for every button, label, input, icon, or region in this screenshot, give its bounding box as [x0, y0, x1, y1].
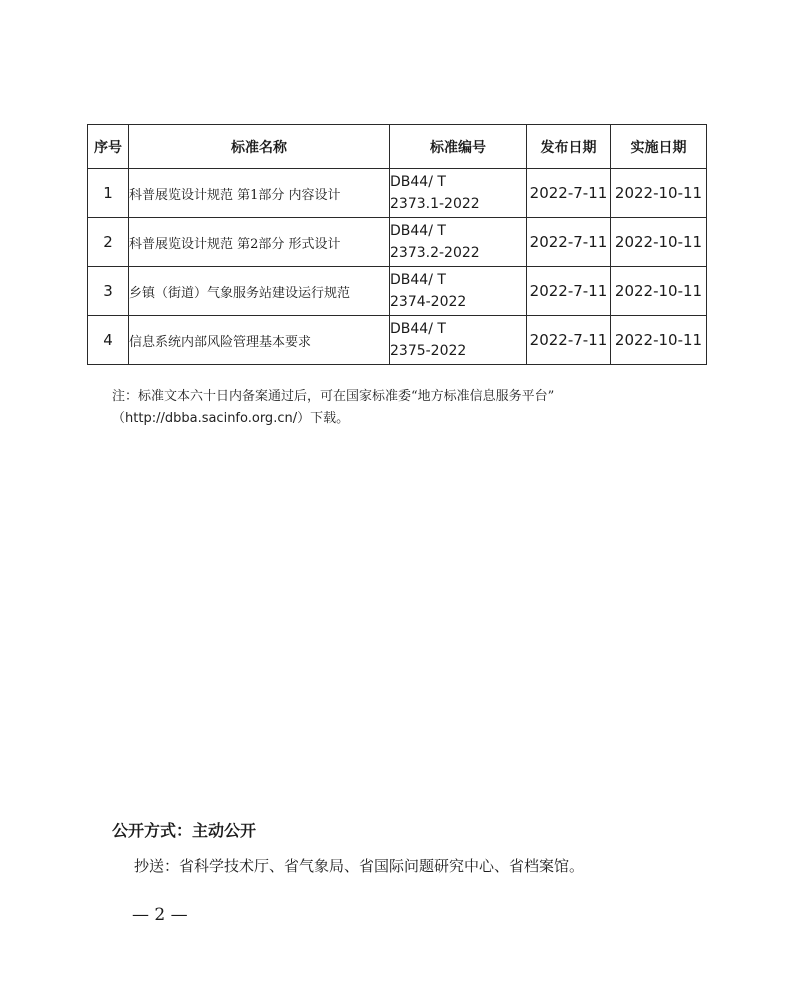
disclosure-method: 公开方式：主动公开 — [112, 821, 257, 840]
table-row — [88, 218, 707, 267]
table-header-row — [88, 125, 707, 169]
download-note — [112, 386, 712, 430]
standard-code-number: 2375-2022 — [390, 343, 467, 359]
effective-date: 2022-10-11 — [611, 169, 707, 218]
note-open-paren: （ — [112, 411, 126, 426]
header-effective-date: 实施日期 — [611, 125, 707, 169]
platform-url: http://dbba.sacinfo.org.cn/ — [125, 411, 298, 426]
table-row — [88, 169, 707, 218]
publish-date: 2022-7-11 — [527, 316, 611, 365]
standard-name: 信息系统内部风险管理基本要求 — [129, 316, 390, 365]
row-index: 2 — [88, 218, 129, 267]
standard-code-prefix: DB44/ T — [390, 272, 446, 288]
publish-date: 2022-7-11 — [527, 218, 611, 267]
row-index: 3 — [88, 267, 129, 316]
standard-code — [390, 169, 527, 218]
standard-code-number: 2374-2022 — [390, 294, 467, 310]
standard-code-prefix: DB44/ T — [390, 321, 446, 337]
header-publish-date: 发布日期 — [527, 125, 611, 169]
table-row — [88, 267, 707, 316]
standard-code-prefix: DB44/ T — [390, 223, 446, 239]
note-closing: ）下载。 — [297, 411, 350, 426]
effective-date: 2022-10-11 — [611, 316, 707, 365]
standard-code-number: 2373.2-2022 — [390, 245, 480, 261]
standard-code — [390, 316, 527, 365]
standard-name: 科普展览设计规范 第2部分 形式设计 — [129, 218, 390, 267]
row-index: 1 — [88, 169, 129, 218]
note-line-2 — [112, 408, 712, 430]
header-standard-code: 标准编号 — [390, 125, 527, 169]
publish-date: 2022-7-11 — [527, 267, 611, 316]
effective-date: 2022-10-11 — [611, 267, 707, 316]
standard-name: 科普展览设计规范 第1部分 内容设计 — [129, 169, 390, 218]
row-index: 4 — [88, 316, 129, 365]
effective-date: 2022-10-11 — [611, 218, 707, 267]
standard-code-prefix: DB44/ T — [390, 174, 446, 190]
page-number: — 2 — — [132, 905, 188, 925]
standard-code-number: 2373.1-2022 — [390, 196, 480, 212]
cc-recipients: 抄送：省科学技术厅、省气象局、省国际问题研究中心、省档案馆。 — [134, 857, 585, 875]
standard-code — [390, 267, 527, 316]
header-index: 序号 — [88, 125, 129, 169]
note-line-1: 注：标准文本六十日内备案通过后，可在国家标准委“地方标准信息服务平台” — [112, 389, 555, 404]
publish-date: 2022-7-11 — [527, 169, 611, 218]
standard-name: 乡镇（街道）气象服务站建设运行规范 — [129, 267, 390, 316]
table-row — [88, 316, 707, 365]
header-standard-name: 标准名称 — [129, 125, 390, 169]
standard-code — [390, 218, 527, 267]
standards-table — [87, 124, 707, 365]
